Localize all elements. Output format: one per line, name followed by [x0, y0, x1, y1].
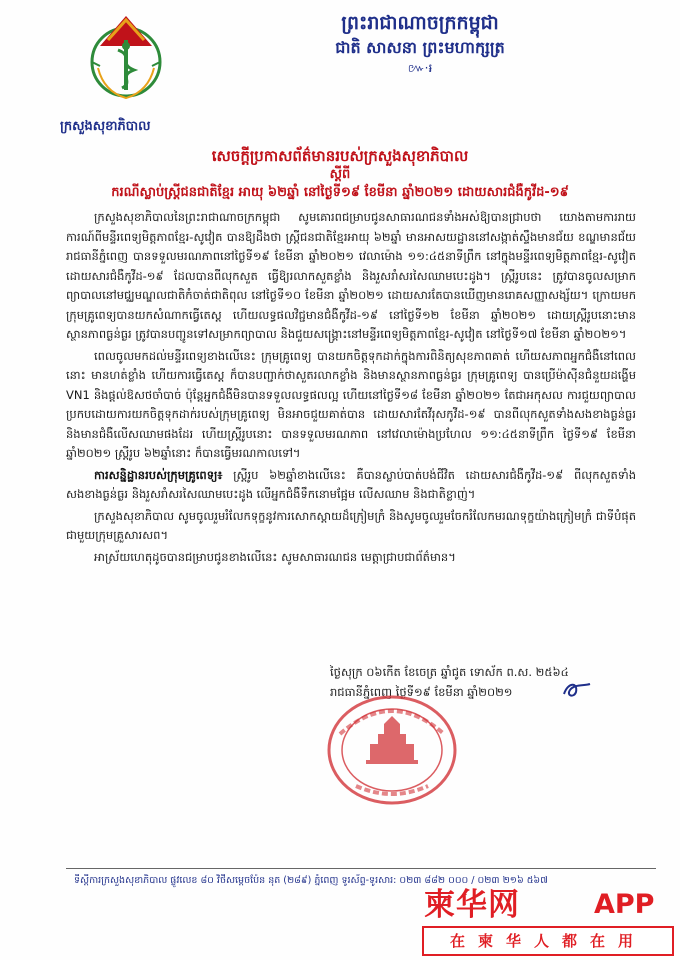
signature-mark [560, 678, 596, 700]
ornament-divider: ៚·៛ [407, 61, 433, 75]
lunar-date: ថ្ងៃសុក្រ ០៦កើត ខែចេត្រ ឆ្នាំជូត ទោស័ក ព.ស. ២៥៦៤ [330, 665, 569, 679]
solar-date: រាជធានីភ្នំពេញ ថ្ងៃទី១៩ ខែមីនា ឆ្នាំ២០២១ [330, 685, 513, 699]
document-title [40, 146, 640, 202]
ministry-logo [78, 6, 174, 118]
ministry-name: ក្រសួងសុខាភិបាល [60, 119, 151, 134]
footer-address: ទីស្តីការក្រសួងសុខាភិបាល ផ្លូវលេខ ៨០ វិថីសម្ដេចប៉ែន នុត (២៨៩) ភ្នំពេញ ទូរស័ព្ទ-ទូរសារ: ០២៣ ៨៨២ ០០០ / ០២៣ ២១៦ ៥៦៧ [74, 875, 548, 886]
kingdom-title: ព្រះរាជាណាចក្រកម្ពុជា [341, 12, 499, 34]
national-header [190, 10, 650, 76]
paragraph: ក្រសួងសុខាភិបាលនៃព្រះរាជាណាចក្រកម្ពុជា សូមគោរពជម្រាបជូនសាធារណជនទាំងអស់ឱ្យបានជ្រាបថា យោងតាមការរាយការណ៍ពីមន្ទីរពេទ្យមិត្តភាពខ្មែរ-សូវៀត បានឱ្យដឹងថា ស្ត្រីជនជាតិខ្មែរអាយុ ៦២ឆ្នាំ មានអាសយដ្ឋាននៅសង្កាត់ស្ទឹងមានជ័យ ខណ្ឌមានជ័យ រាជធានីភ្នំពេញ បានទទួលមរណភាពនៅថ្ងៃទី១៩ ខែមីនា ឆ្នាំ២០២១ វេលាម៉ោង ១១:៤៥នាទីព្រឹក នៅក្នុងមន្ទីរពេទ្យមិត្តភាពខ្មែរ-សូវៀត ដោយសារជំងឺកូវីដ-១៩ ដែលបានពីលុកសួត ធ្វើឱ្យរលាកសួតខ្លាំង និងរួសរាំសរសៃឈាមបេះដូង។ ស្ត្រីរូបនេះ ត្រូវបានចូលសម្រាកព្យាបាលនៅមជ្ឈមណ្ឌលជាតិកំចាត់ជាតិពុល នៅថ្ងៃទី១០ ខែមីនា ឆ្នាំ២០២១ ដោយសារតែបានឃើញមានរោគសញ្ញាសង្ស័យ។ ក្រោយមកក្រុមគ្រូពេទ្យបានយកសំណាកធ្វើតេស្ដ ហើយលទ្ធផលវិជ្ជមានជំងឺកូវីដ-១៩ នៅថ្ងៃទី១២ ខែមីនា ឆ្នាំ២០២១ ដោយស្ត្រីរូបនោះមានស្ថានភាពធ្ងន់ធ្ងរ ត្រូវបានបញ្ជូនទៅសម្រាកព្យាបាល និងជួយសង្គ្រោះនៅមន្ទីរពេទ្យមិត្តភាពខ្មែរ-សូវៀត នៅថ្ងៃទី១៧ ខែមីនា ឆ្នាំ២០២១។ [66, 210, 636, 341]
official-seal [326, 694, 458, 806]
paragraph: ក្រសួងសុខាភិបាល សូមចូលរួមរំលែកទុក្ខនូវការសោកស្ដាយដ៏ក្រៀមក្រំ និងសូមចូលរួមចែករំលែកមរណទុក្ខយ៉ាងក្រៀមក្រំ ជាទីបំផុតជាមួយក្រុមគ្រួសារសព។ [66, 508, 636, 542]
watermark-app: APP [594, 889, 655, 920]
title-line-1: សេចក្ដីប្រកាសព័ត៌មានរបស់ក្រសួងសុខាភិបាល [211, 147, 469, 165]
watermark-brand: 柬华网 [424, 887, 520, 923]
title-line-2: ស្ដីពី [329, 167, 351, 182]
watermark-tagline: 在柬华人都在用 [422, 926, 674, 956]
conclusion-lead: ការសន្និដ្ឋានរបស់ក្រុមគ្រូពេទ្យ៖ [94, 467, 223, 482]
footer-divider [66, 868, 656, 869]
paragraph: ការសន្និដ្ឋានរបស់ក្រុមគ្រូពេទ្យ៖ ស្ត្រីរូប ៦២ឆ្នាំខាងលើនេះ គឺបានស្លាប់បាត់បង់ជីវិត ដោយសារជំងឺកូវីដ-១៩ ពីលុកសួតទាំងសងខាងធ្ងន់ធ្ងរ និងរួសរាំសរសៃឈាមបេះដូង លើអ្នកជំងឺទឹកនោមផ្អែម លើសឈាម និងជាតិខ្លាញ់។ [66, 467, 636, 501]
title-line-3: ករណីស្លាប់ស្ត្រីជនជាតិខ្មែរ អាយុ ៦២ឆ្នាំ នៅថ្ងៃទី១៩ ខែមីនា ឆ្នាំ២០២១ ដោយសារជំងឺកូវីដ-១៩ [111, 185, 569, 200]
national-motto: ជាតិ សាសនា ព្រះមហាក្សត្រ [335, 38, 505, 57]
paragraph: អាស្រ័យហេតុដូចបានជម្រាបជូនខាងលើនេះ សូមសាធារណជន មេត្តាជ្រាបជាព័ត៌មាន។ [94, 549, 456, 564]
paragraph: ពេលចូលមកដល់មន្ទីរពេទ្យខាងលើនេះ ក្រុមគ្រូពេទ្យ បានយកចិត្តទុកដាក់ក្នុងការពិនិត្យសុខភាពគាត់ ហើយសភាពអ្នកជំងឺនៅពេលនោះ មានហត់ខ្លាំង ហើយការធ្វើតេស្ដ ក៏បានបញ្ជាក់ថាសួតរលាកខ្លាំង និងមានស្ថានភាពធ្ងន់ធ្ងរ ក្រុមគ្រូពេទ្យ បានប្រើម៉ាស៊ីនជំនួយដង្ហើម VN1 និងផ្ដល់ឱសថចាំបាច់ ប៉ុន្តែអ្នកជំងឺមិនបានទទួលលទ្ធផលល្អ ហើយនៅថ្ងៃទី១៨ ខែមីនា ឆ្នាំ២០២១ តែជាអកុសល ការជួយព្យាបាលប្រកបដោយការយកចិត្តទុកដាក់របស់ក្រុមគ្រូពេទ្យ មិនអាចជួយគាត់បាន ដោយសារតែវីរុសកូវីដ-១៩ បានពីលុកសួតទាំងសងខាងធ្ងន់ធ្ងរ និងមានជំងឺលើសឈាមផងដែរ ហើយស្ត្រីរូបនោះ បានទទួលមរណភាព នៅវេលាម៉ោងប្រហែល ១១:៤៥នាទីព្រឹក ថ្ងៃទី១៩ ខែមីនា ឆ្នាំ២០២១ ស្ត្រីរូប ៦២ឆ្នាំនោះ ក៏បានធ្វើមរណកាលទៅ។ [66, 348, 636, 460]
document-body [66, 208, 636, 569]
